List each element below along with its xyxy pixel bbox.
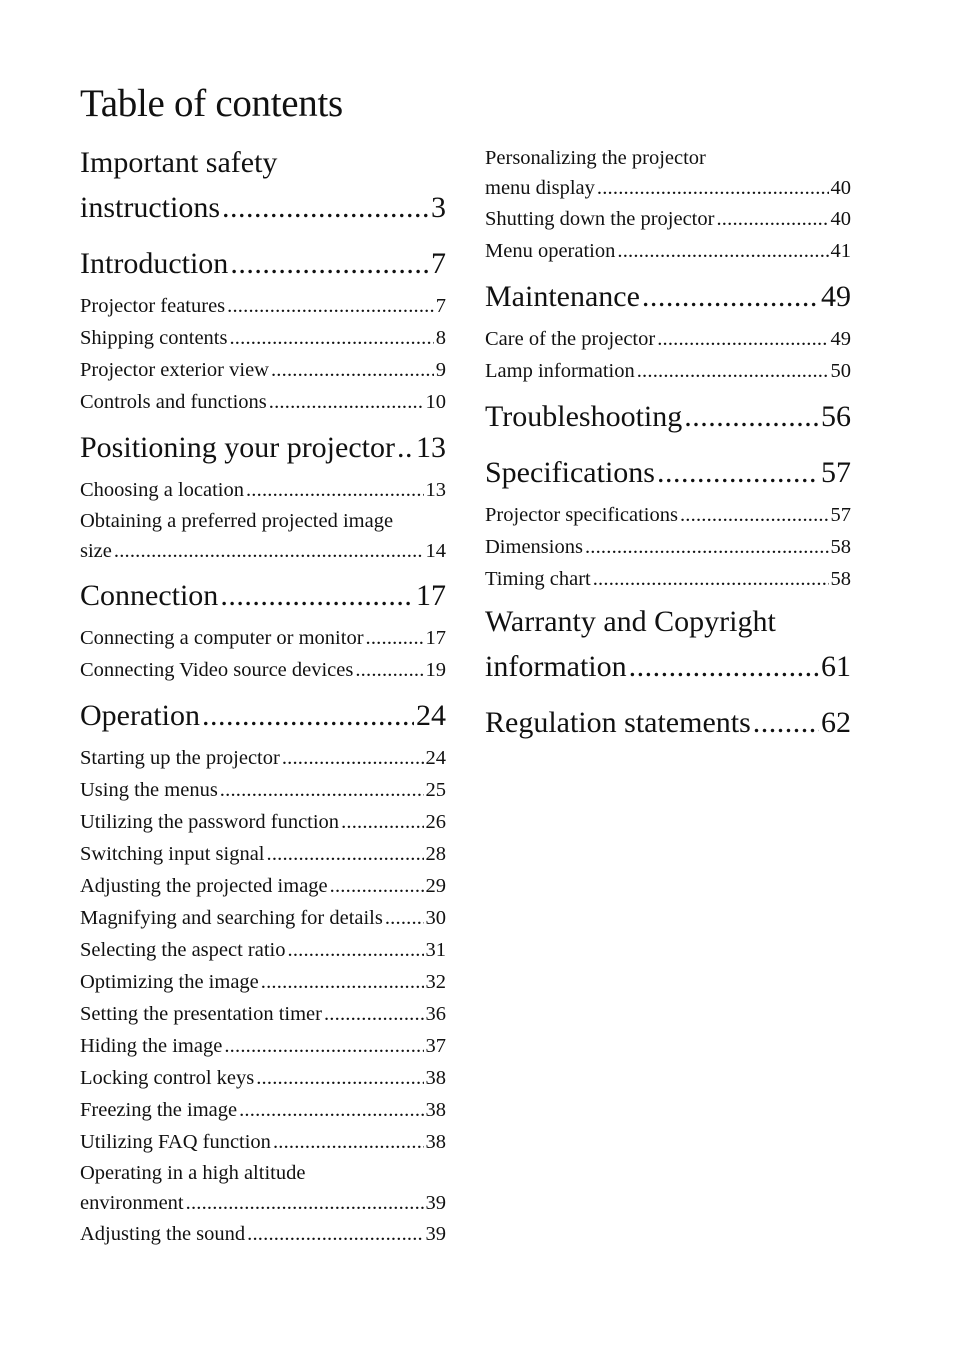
page-number: 49 xyxy=(830,328,851,350)
toc-entry-connecting-video-source-devices[interactable] xyxy=(80,654,446,686)
page-number: 36 xyxy=(425,1003,446,1025)
toc-chapter-important-safety-instructions[interactable] xyxy=(80,140,446,234)
toc-right-column xyxy=(485,143,851,753)
entry-title: Care of the projector xyxy=(485,328,656,350)
page-number: 41 xyxy=(830,240,851,262)
toc-section xyxy=(80,238,446,418)
page-number: 61 xyxy=(821,650,851,683)
entry-title: menu display xyxy=(485,177,595,199)
leader-dots xyxy=(224,1030,423,1062)
toc-section xyxy=(485,391,851,443)
toc-entry-freezing-the-image[interactable] xyxy=(80,1094,446,1126)
toc-chapter-specifications[interactable] xyxy=(485,447,851,499)
toc-entry-dimensions[interactable] xyxy=(485,531,851,563)
entry-title: Obtaining a preferred projected image xyxy=(80,510,394,532)
page-number: 29 xyxy=(425,875,446,897)
entry-title: size xyxy=(80,540,112,562)
page-number: 50 xyxy=(830,360,851,382)
page-number: 24 xyxy=(425,747,446,769)
leader-dots xyxy=(657,323,828,355)
entry-title: Projector specifications xyxy=(485,504,678,526)
toc-entry-setting-the-presentation-timer[interactable] xyxy=(80,998,446,1030)
leader-dots xyxy=(261,966,424,998)
page-number: 57 xyxy=(830,504,851,526)
entry-title: Optimizing the image xyxy=(80,971,259,993)
entry-title: Operation xyxy=(80,699,200,732)
leader-dots xyxy=(229,322,433,354)
leader-dots xyxy=(202,690,414,742)
leader-dots xyxy=(220,570,414,622)
leader-dots xyxy=(597,173,829,203)
page-number: 25 xyxy=(425,779,446,801)
leader-dots xyxy=(385,902,424,934)
toc-chapter-maintenance[interactable] xyxy=(485,271,851,323)
leader-dots xyxy=(230,238,429,290)
page-number: 37 xyxy=(425,1035,446,1057)
page-number: 14 xyxy=(425,540,446,562)
entry-title: Projector exterior view xyxy=(80,359,269,381)
toc-section xyxy=(485,447,851,595)
entry-title: Connecting Video source devices xyxy=(80,659,354,681)
page-number: 9 xyxy=(435,359,446,381)
leader-dots xyxy=(324,998,424,1030)
entry-title: Utilizing FAQ function xyxy=(80,1131,271,1153)
entry-title: Adjusting the sound xyxy=(80,1223,246,1245)
toc-section xyxy=(485,697,851,749)
leader-dots xyxy=(288,934,424,966)
page-number: 32 xyxy=(425,971,446,993)
toc-entry-utilizing-the-password-function[interactable] xyxy=(80,806,446,838)
page-number: 7 xyxy=(431,247,446,280)
toc-section xyxy=(80,690,446,1250)
toc-chapter-warranty-and-copyright-information[interactable] xyxy=(485,599,851,693)
page-number: 24 xyxy=(416,699,446,732)
page-number: 58 xyxy=(830,536,851,558)
entry-title: Connection xyxy=(80,579,219,612)
toc-chapter-connection[interactable] xyxy=(80,570,446,622)
toc-entry-selecting-the-aspect-ratio[interactable] xyxy=(80,934,446,966)
page-number: 31 xyxy=(425,939,446,961)
entry-title: Regulation statements xyxy=(485,706,751,739)
leader-dots xyxy=(114,536,424,566)
entry-title: Positioning your projector xyxy=(80,431,395,464)
leader-dots xyxy=(282,742,424,774)
toc-entry-adjusting-the-projected-image[interactable] xyxy=(80,870,446,902)
leader-dots xyxy=(366,622,424,654)
page-number: 39 xyxy=(425,1223,446,1245)
toc-entry-optimizing-the-image[interactable] xyxy=(80,966,446,998)
entry-title: Controls and functions xyxy=(80,391,267,413)
leader-dots xyxy=(227,290,434,322)
toc-entry-hiding-the-image[interactable] xyxy=(80,1030,446,1062)
entry-title: Freezing the image xyxy=(80,1099,238,1121)
leader-dots xyxy=(716,203,828,235)
page-number: 56 xyxy=(821,400,851,433)
entry-title: environment xyxy=(80,1192,184,1214)
toc-section xyxy=(80,422,446,566)
page-number: 8 xyxy=(435,327,446,349)
page-number: 40 xyxy=(830,177,851,199)
entry-title: Important safety xyxy=(80,146,278,179)
page-title: Table of contents xyxy=(80,82,343,125)
entry-title: Magnifying and searching for details xyxy=(80,907,383,929)
page-number: 40 xyxy=(830,208,851,230)
entry-title: Hiding the image xyxy=(80,1035,223,1057)
page-number: 58 xyxy=(830,568,851,590)
toc-section xyxy=(485,271,851,387)
entry-title: Starting up the projector xyxy=(80,747,280,769)
entry-title: Using the menus xyxy=(80,779,218,801)
leader-dots xyxy=(629,641,819,693)
page-number: 38 xyxy=(425,1067,446,1089)
leader-dots xyxy=(271,354,434,386)
leader-dots xyxy=(593,563,829,595)
entry-title: Specifications xyxy=(485,456,655,489)
entry-title: Shipping contents xyxy=(80,327,228,349)
entry-title: Personalizing the projector xyxy=(485,147,706,169)
page-number: 38 xyxy=(425,1131,446,1153)
toc-entry-timing-chart[interactable] xyxy=(485,563,851,595)
toc-chapter-introduction[interactable] xyxy=(80,238,446,290)
leader-dots xyxy=(256,1062,423,1094)
toc-entry-utilizing-faq-function[interactable] xyxy=(80,1126,446,1158)
toc-entry-shutting-down-the-projector[interactable] xyxy=(485,203,851,235)
entry-title: information xyxy=(485,650,627,683)
page-number: 17 xyxy=(425,627,446,649)
entry-title: Switching input signal xyxy=(80,843,265,865)
page-number: 3 xyxy=(431,191,446,224)
entry-title: Projector features xyxy=(80,295,226,317)
leader-dots xyxy=(247,1218,423,1250)
toc-entry-locking-control-keys[interactable] xyxy=(80,1062,446,1094)
page-number: 57 xyxy=(821,456,851,489)
toc-entry-lamp-information[interactable] xyxy=(485,355,851,387)
page-number: 10 xyxy=(425,391,446,413)
leader-dots xyxy=(330,870,424,902)
leader-dots xyxy=(222,182,429,234)
page-number: 17 xyxy=(416,579,446,612)
entry-title: Troubleshooting xyxy=(485,400,683,433)
leader-dots xyxy=(246,474,424,506)
page-number: 28 xyxy=(425,843,446,865)
page-number: 38 xyxy=(425,1099,446,1121)
entry-title: Choosing a location xyxy=(80,479,244,501)
entry-title: instructions xyxy=(80,191,220,224)
toc-entry-shipping-contents[interactable] xyxy=(80,322,446,354)
leader-dots xyxy=(637,355,829,387)
toc-entry-switching-input-signal[interactable] xyxy=(80,838,446,870)
toc-entry-adjusting-the-sound[interactable] xyxy=(80,1218,446,1250)
toc-entry-projector-features[interactable] xyxy=(80,290,446,322)
leader-dots xyxy=(657,447,819,499)
entry-title: Operating in a high altitude xyxy=(80,1162,306,1184)
entry-title: Introduction xyxy=(80,247,229,280)
page-number: 19 xyxy=(425,659,446,681)
leader-dots xyxy=(680,499,829,531)
page-number: 13 xyxy=(416,431,446,464)
toc-entry-obtaining-a-preferred-projected-image-size[interactable] xyxy=(80,506,446,566)
toc-section xyxy=(485,599,851,693)
toc-chapter-positioning-your-projector[interactable] xyxy=(80,422,446,474)
page-number: 26 xyxy=(425,811,446,833)
page-number: 13 xyxy=(425,479,446,501)
toc-entry-menu-operation[interactable] xyxy=(485,235,851,267)
toc-left-column xyxy=(80,140,446,1254)
leader-dots xyxy=(186,1188,424,1218)
entry-title: Timing chart xyxy=(485,568,591,590)
toc-entry-starting-up-the-projector[interactable] xyxy=(80,742,446,774)
leader-dots xyxy=(397,422,414,474)
leader-dots xyxy=(617,235,828,267)
toc-entry-projector-specifications[interactable] xyxy=(485,499,851,531)
entry-title: Dimensions xyxy=(485,536,583,558)
page-number: 39 xyxy=(425,1192,446,1214)
page-number: 62 xyxy=(821,706,851,739)
entry-title: Setting the presentation timer xyxy=(80,1003,322,1025)
toc-entry-choosing-a-location[interactable] xyxy=(80,474,446,506)
entry-title: Utilizing the password function xyxy=(80,811,340,833)
entry-title: Locking control keys xyxy=(80,1067,255,1089)
leader-dots xyxy=(267,838,424,870)
toc-entry-connecting-a-computer-or-monitor[interactable] xyxy=(80,622,446,654)
toc-entry-using-the-menus[interactable] xyxy=(80,774,446,806)
leader-dots xyxy=(220,774,424,806)
toc-chapter-regulation-statements[interactable] xyxy=(485,697,851,749)
entry-title: Connecting a computer or monitor xyxy=(80,627,364,649)
toc-entry-personalizing-the-projector-menu-display[interactable] xyxy=(485,143,851,203)
leader-dots xyxy=(684,391,819,443)
page-number: 7 xyxy=(435,295,446,317)
toc-section xyxy=(80,140,446,234)
toc-entry-controls-and-functions[interactable] xyxy=(80,386,446,418)
toc-entry-care-of-the-projector[interactable] xyxy=(485,323,851,355)
toc-section xyxy=(80,570,446,686)
toc-entry-projector-exterior-view[interactable] xyxy=(80,354,446,386)
page-number: 30 xyxy=(425,907,446,929)
page-number: 49 xyxy=(821,280,851,313)
leader-dots xyxy=(585,531,829,563)
leader-dots xyxy=(273,1126,424,1158)
leader-dots xyxy=(239,1094,423,1126)
leader-dots xyxy=(355,654,423,686)
entry-title: Selecting the aspect ratio xyxy=(80,939,286,961)
entry-title: Warranty and Copyright xyxy=(485,605,776,638)
leader-dots xyxy=(341,806,423,838)
toc-entry-magnifying-and-searching-for-details[interactable] xyxy=(80,902,446,934)
leader-dots xyxy=(642,271,819,323)
leader-dots xyxy=(753,697,819,749)
entry-title: Lamp information xyxy=(485,360,635,382)
entry-title: Shutting down the projector xyxy=(485,208,715,230)
entry-title: Maintenance xyxy=(485,280,640,313)
toc-chapter-operation[interactable] xyxy=(80,690,446,742)
entry-title: Adjusting the projected image xyxy=(80,875,328,897)
toc-section xyxy=(485,143,851,267)
toc-entry-operating-in-a-high-altitude-environment[interactable] xyxy=(80,1158,446,1218)
toc-chapter-troubleshooting[interactable] xyxy=(485,391,851,443)
entry-title: Menu operation xyxy=(485,240,616,262)
leader-dots xyxy=(269,386,424,418)
